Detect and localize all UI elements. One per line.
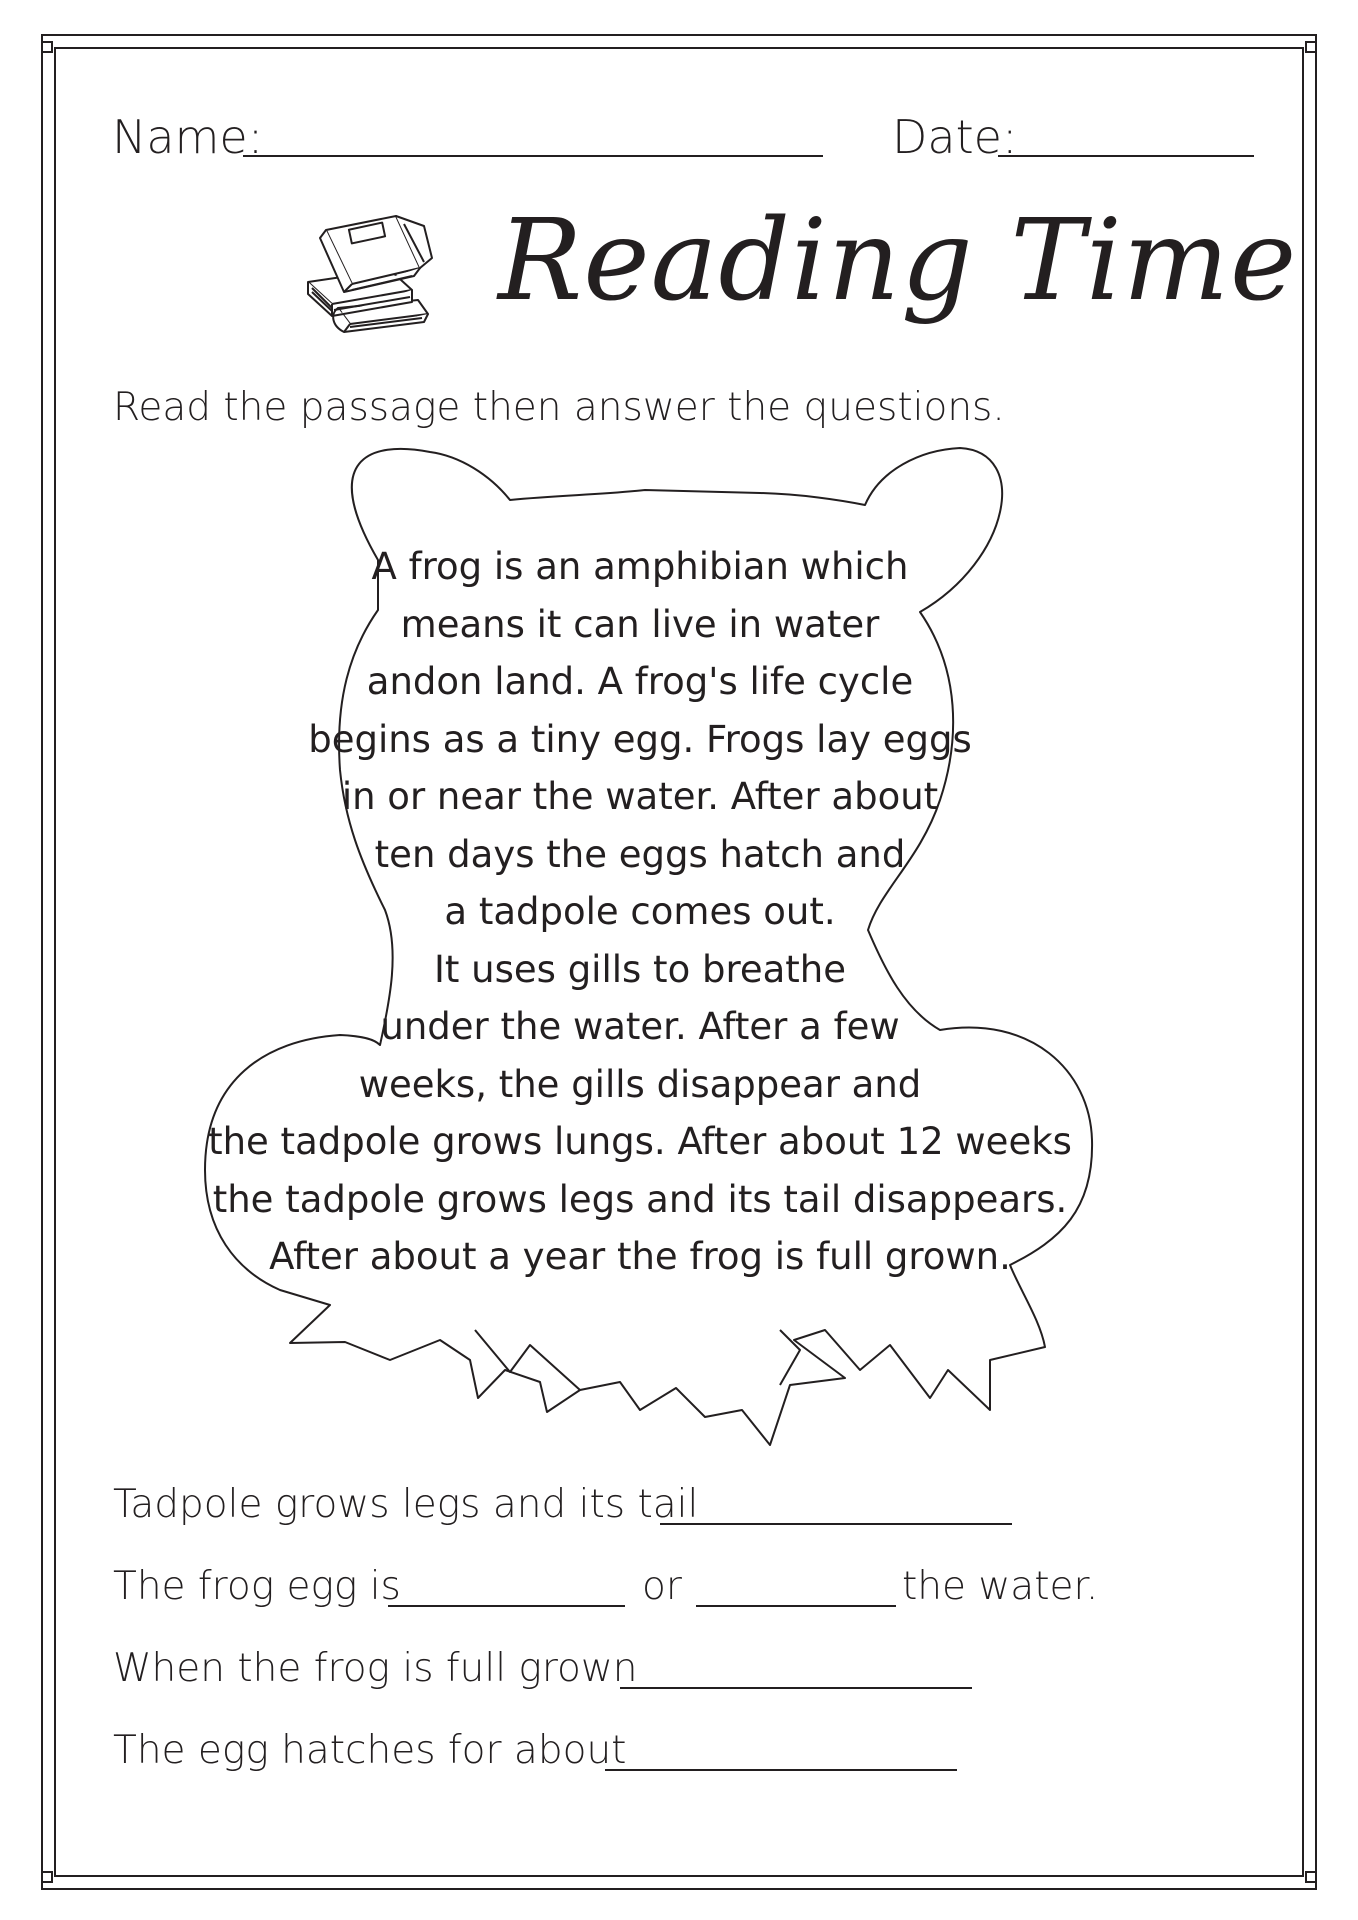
answer-blank-2b[interactable]	[696, 1605, 896, 1607]
question-1: Tadpole grows legs and its tail	[113, 1482, 699, 1527]
name-label: Name:	[112, 110, 264, 164]
passage-line: a tadpole comes out.	[444, 890, 836, 933]
passage-line: under the water. After a few	[380, 1005, 900, 1048]
passage-line: the tadpole grows legs and its tail disappears.	[212, 1177, 1068, 1221]
passage-line: A frog is an amphibian which	[371, 545, 909, 588]
question-3: When the frog is full grown	[113, 1646, 638, 1691]
passage-line: andon land. A frog's life cycle	[366, 660, 914, 703]
question-2-start: The frog egg is	[113, 1564, 401, 1609]
answer-blank-4[interactable]	[605, 1769, 957, 1771]
question-4: The egg hatches for about	[113, 1728, 627, 1773]
date-label: Date:	[892, 110, 1018, 164]
answer-blank-1[interactable]	[660, 1523, 1012, 1525]
passage-line: After about a year the frog is full grown.	[269, 1235, 1011, 1278]
passage-line: It uses gills to breathe	[433, 947, 847, 991]
page-title: Reading Time	[498, 196, 1298, 326]
passage-line: ten days the eggs hatch and	[374, 832, 906, 876]
passage-line: begins as a tiny egg. Frogs lay eggs	[308, 717, 972, 761]
passage-line: in or near the water. After about	[341, 775, 939, 818]
answer-blank-3[interactable]	[620, 1687, 972, 1689]
question-2-mid: or	[642, 1564, 682, 1609]
answer-blank-2a[interactable]	[388, 1605, 625, 1607]
passage-line: means it can live in water	[400, 602, 880, 646]
passage-line: weeks, the gills disappear and	[358, 1062, 922, 1106]
reading-passage	[200, 538, 1080, 1286]
question-2-end: the water.	[902, 1564, 1099, 1609]
instructions: Read the passage then answer the questions.	[113, 385, 1005, 430]
passage-line: the tadpole grows lungs. After about 12 weeks	[208, 1120, 1072, 1163]
